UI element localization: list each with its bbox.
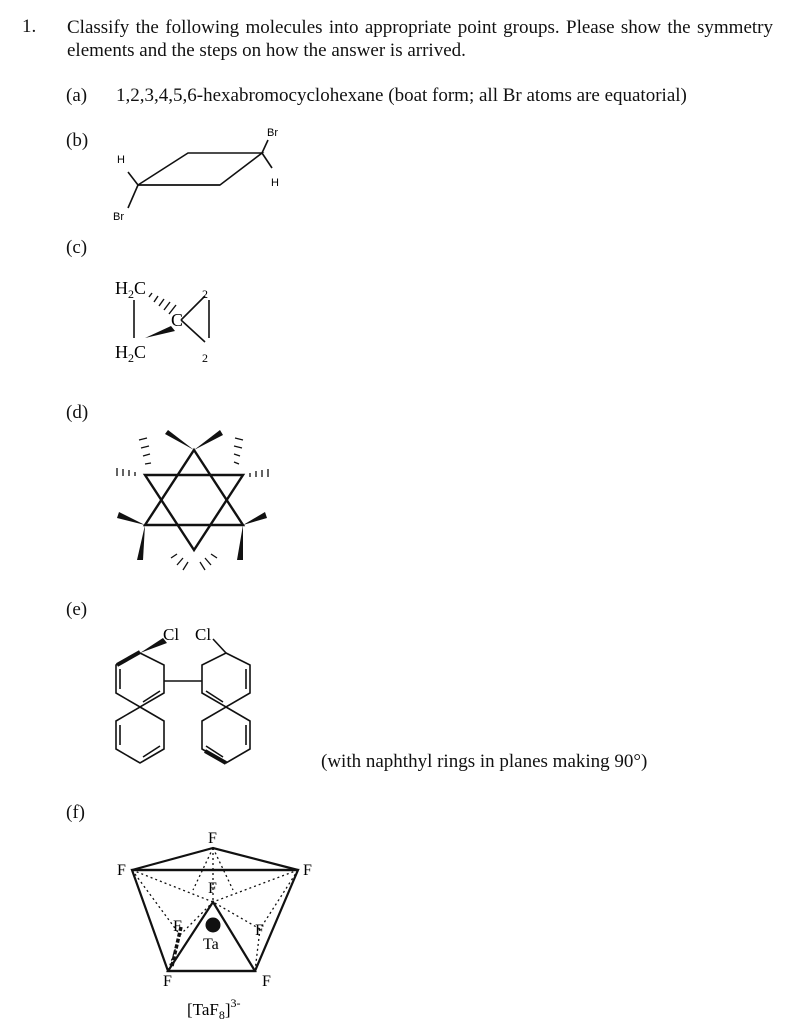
wedge-top-left	[165, 430, 194, 450]
atom-br-left: Br	[113, 211, 124, 223]
top-face	[132, 848, 298, 870]
wedge-right-down	[237, 525, 243, 560]
part-c-label: (c)	[66, 237, 88, 258]
triangle-up	[145, 450, 243, 525]
triangle-down	[145, 475, 243, 550]
atom-f-bottom-right: F	[262, 973, 271, 990]
atom-h-right: H	[271, 177, 279, 189]
ta-atom	[206, 918, 221, 933]
c-label-spiro-c: C	[171, 310, 184, 330]
part-a-label: (a)	[66, 85, 88, 106]
atom-h-left: H	[117, 154, 125, 166]
part-b-label: (b)	[66, 130, 89, 151]
part-e-label: (e)	[66, 599, 88, 620]
atom-f-top: F	[208, 830, 217, 847]
structure-c-spiropentane	[105, 268, 275, 373]
atom-br-right: Br	[267, 127, 278, 139]
atom-f-bottom-left: F	[163, 973, 172, 990]
atom-ta-label: Ta	[203, 936, 219, 953]
taf8-formula: $[TaF_8]^{3-}$	[187, 996, 241, 1020]
structure-f-taf8	[105, 825, 335, 1020]
atom-f-center: F	[208, 880, 217, 897]
structure-e-binaphthyl	[100, 625, 290, 785]
bond-br-left	[128, 185, 138, 208]
bond-spiro-right-bottom	[181, 320, 205, 342]
structure-b-chair	[100, 120, 300, 230]
question-text: Classify the following molecules into appropriate point groups. Please show the symmetry elements and the steps on how the answer is arrived.	[67, 17, 773, 61]
c-label-ch2-bottom: 2	[202, 351, 208, 365]
wedge-top-right	[194, 430, 223, 450]
bond-h-right	[262, 153, 272, 168]
part-a-text: 1,2,3,4,5,6-hexabromocyclohexane (boat form; all Br atoms are equatorial)	[116, 85, 687, 106]
atom-cl-right: Cl	[195, 625, 212, 644]
structure-d-hexagram	[105, 420, 285, 580]
wedge-left-down	[137, 525, 145, 560]
atom-f-right: F	[303, 862, 312, 879]
bond-cl-right	[213, 639, 226, 653]
atom-f-inner-left: F	[173, 918, 182, 935]
question-number: 1.	[22, 16, 37, 37]
part-e-note: (with naphthyl rings in planes making 90°)	[321, 751, 648, 772]
c-label-h2c-bottom: $H_2C$	[115, 342, 147, 365]
part-f-label: (f)	[66, 802, 85, 823]
bold-edge-left	[117, 652, 140, 665]
bond-h-left	[128, 172, 138, 185]
left-ring-lower	[116, 707, 164, 763]
chair-ring-top	[138, 153, 262, 185]
atom-cl-left: Cl	[163, 625, 180, 644]
c-label-h2c-top: $H_2C$	[115, 278, 147, 301]
wedge-right-side	[243, 512, 267, 525]
part-d-label: (d)	[66, 402, 89, 423]
atom-f-left: F	[117, 862, 126, 879]
atom-f-inner-right: F	[255, 922, 264, 939]
bond-br-right	[262, 140, 268, 153]
wedge-left-side	[117, 512, 145, 525]
c-label-ch2-top: 2	[202, 287, 208, 301]
right-ring-upper	[202, 653, 250, 707]
